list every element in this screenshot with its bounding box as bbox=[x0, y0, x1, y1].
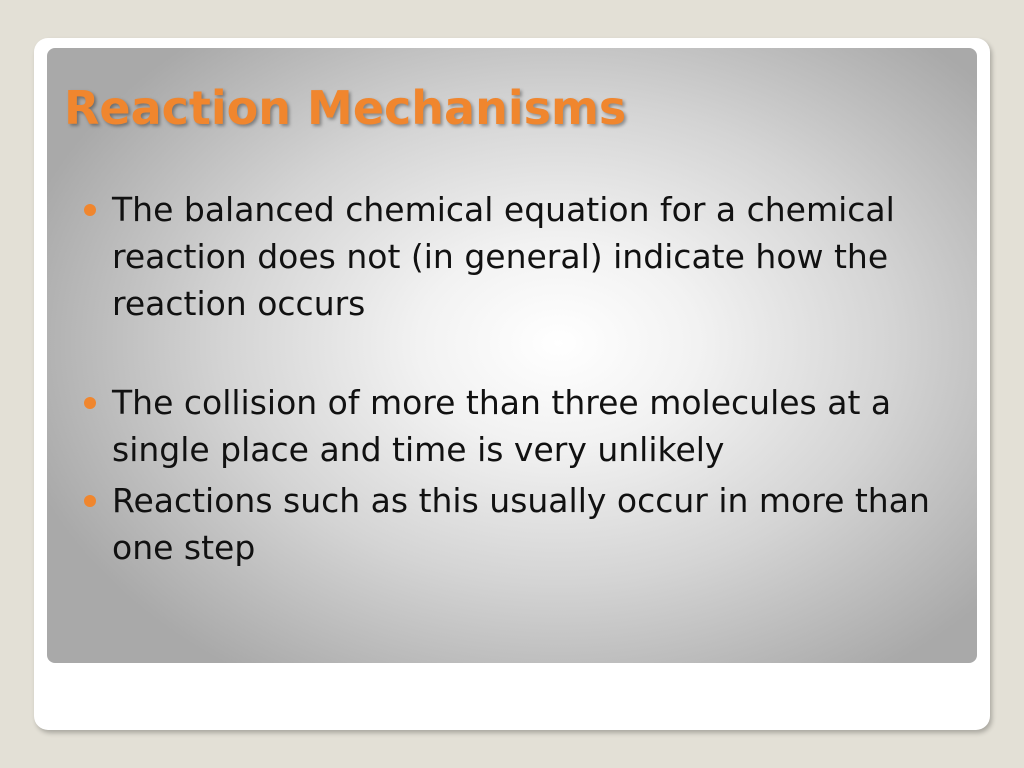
bullet-item bbox=[84, 186, 964, 327]
bullet-dot-icon bbox=[84, 495, 96, 507]
bullet-list bbox=[84, 186, 964, 571]
bullet-item bbox=[84, 477, 964, 571]
bullet-dot-icon bbox=[84, 204, 96, 216]
bullet-text: The collision of more than three molecules at a single place and time is very unlikely bbox=[112, 383, 892, 469]
bullet-item bbox=[84, 379, 964, 473]
bullet-text: Reactions such as this usually occur in more than one step bbox=[112, 481, 930, 567]
slide-title: Reaction Mechanisms bbox=[64, 81, 627, 135]
bullet-text: The balanced chemical equation for a chemical reaction does not (in general) indicate how the reaction occurs bbox=[112, 190, 895, 323]
bullet-dot-icon bbox=[84, 397, 96, 409]
